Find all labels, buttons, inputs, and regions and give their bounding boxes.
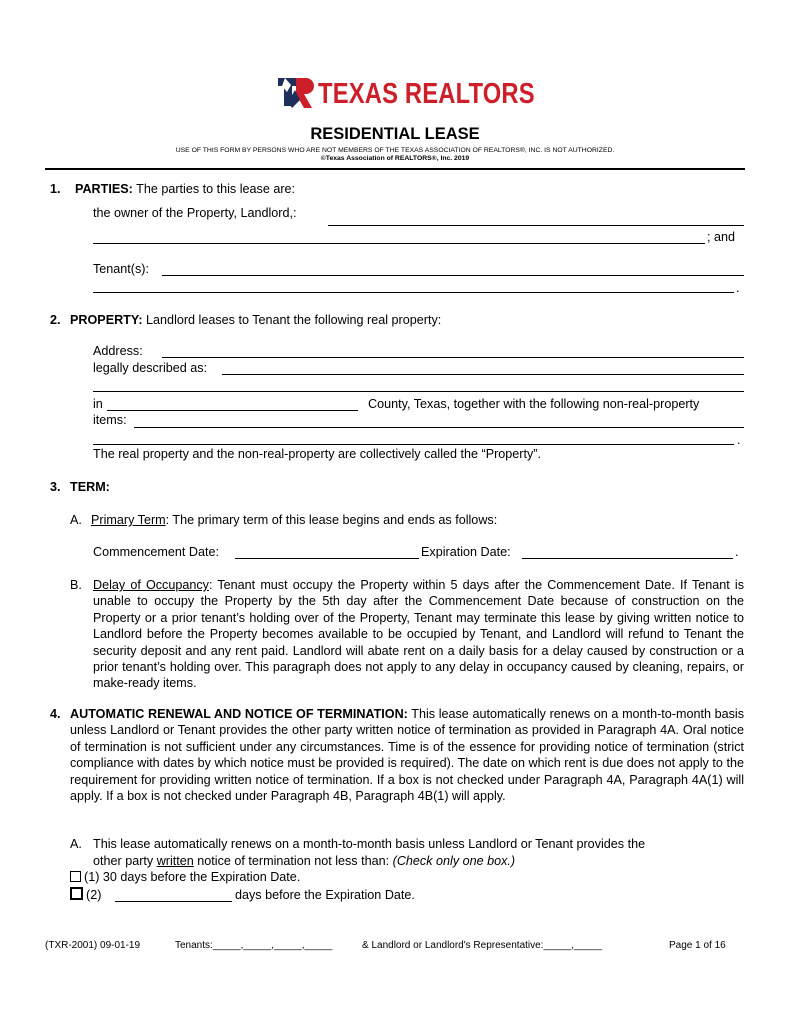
renewal-a-text-1: This lease automatically renews on a month-to-month basis unless Landlord or Tenant provides the	[93, 837, 646, 851]
renewal-paragraph	[70, 706, 744, 804]
parties-heading-line	[75, 181, 295, 197]
landlord-initials: & Landlord or Landlord's Representative:_____,_____	[362, 940, 602, 951]
option-2-suffix: days before the Expiration Date.	[235, 888, 415, 902]
landlord-name-field[interactable]	[328, 225, 744, 226]
address-field[interactable]	[162, 357, 744, 358]
section-number-term: 3.	[50, 480, 61, 494]
and-text: ; and	[707, 230, 736, 244]
property-heading: PROPERTY:	[70, 313, 143, 327]
delay-of-occupancy-title: Delay of Occupancy	[93, 578, 209, 592]
tenants-initials: Tenants:_____,_____,_____,_____	[175, 940, 333, 951]
term-a-line	[91, 512, 497, 528]
usage-disclaimer: USE OF THIS FORM BY PERSONS WHO ARE NOT MEMBERS OF THE TEXAS ASSOCIATION OF REALTORS®, INC. IS NOT AUTHORIZED.	[175, 147, 615, 154]
items-label: items:	[93, 413, 127, 427]
section-number-parties: 1.	[50, 182, 61, 196]
expiration-date-field[interactable]	[522, 558, 733, 559]
renewal-heading: AUTOMATIC RENEWAL AND NOTICE OF TERMINATION:	[70, 707, 408, 721]
section-number-property: 2.	[50, 313, 61, 327]
header-divider	[45, 168, 745, 170]
renewal-a-text-2c: notice of termination not less than:	[193, 854, 393, 868]
renewal-a-line-2	[93, 853, 515, 869]
tenants-name-field-2[interactable]	[93, 292, 734, 293]
county-text: County, Texas, together with the following non-real-property	[368, 397, 700, 411]
property-intro: Landlord leases to Tenant the following real property:	[146, 313, 442, 327]
commencement-date-field[interactable]	[235, 558, 419, 559]
property-collective-text: The real property and the non-real-property are collectively called the “Property”.	[93, 447, 541, 461]
form-id: (TXR-2001) 09-01-19	[45, 940, 141, 951]
tenants-name-field[interactable]	[162, 275, 744, 276]
tenants-label: Tenant(s):	[93, 262, 149, 276]
option-2-days-field[interactable]	[115, 901, 232, 902]
page-number: Page 1 of 16	[669, 940, 726, 951]
expiration-label: Expiration Date:	[421, 545, 511, 559]
renewal-text: This lease automatically renews on a month-to-month basis unless Landlord or Tenant provides the other party written notice of termination as provided in Paragraph 4A. Oral notice of termination is not sufficient under any circumstances. Time is of the essence for providing notice of termination (strict compliance with dates by which notice must be provided is required). The date on which rent is due does not apply to the requirement for providing written notice of termination. If a box is not checked under Paragraph 4A, Paragraph 4A(1) will apply. If a box is not checked under Paragraph 4B, Paragraph 4B(1) will apply.	[70, 707, 744, 804]
primary-term-title: Primary Term	[91, 513, 166, 527]
term-a-letter: A.	[70, 513, 82, 527]
option-2-row	[70, 887, 101, 903]
term-b-letter: B.	[70, 578, 82, 592]
items-field-2[interactable]	[93, 444, 734, 445]
delay-of-occupancy-text: : Tenant must occupy the Property within 5 days after the Commencement Date. If Tenant is unable to occupy the Property by the 5th day after the Commencement Date because of construction on the Property or a prior tenant’s holding over of the Property, Tenant may terminate this lease by giving written notice to Landlord before the Property becomes available to be occupied by Tenant, and Landlord will refund to Tenant the security deposit and any rent paid. Landlord will abate rent on a daily basis for a delay caused by construction or a prior tenant’s holding over. This paragraph does not apply to any delay in occupancy caused by cleaning, repairs, or make-ready items.	[93, 578, 744, 691]
option-1-label: (1) 30 days before the Expiration Date.	[84, 870, 301, 884]
term-heading: TERM:	[70, 480, 110, 494]
option-2-checkbox[interactable]	[70, 887, 83, 900]
renewal-a-letter: A.	[70, 837, 82, 851]
copyright-notice: ©Texas Association of REALTORS®, Inc. 2019	[320, 155, 470, 162]
option-1-row	[70, 869, 300, 885]
document-title: RESIDENTIAL LEASE	[310, 125, 480, 143]
county-field[interactable]	[107, 410, 358, 411]
in-label: in	[93, 397, 103, 411]
section-number-renewal: 4.	[50, 707, 61, 721]
tenants-period: .	[736, 281, 740, 295]
option-2-prefix: (2)	[86, 888, 102, 902]
landlord-name-field-2[interactable]	[93, 243, 705, 244]
legal-description-field-2[interactable]	[93, 391, 744, 392]
landlord-label: the owner of the Property, Landlord,:	[93, 206, 297, 220]
parties-intro: The parties to this lease are:	[136, 182, 296, 196]
property-heading-line	[70, 312, 441, 328]
expiration-period: .	[735, 545, 739, 559]
delay-of-occupancy-paragraph	[93, 577, 744, 692]
parties-heading: PARTIES:	[75, 182, 133, 196]
logo-wordmark: TEXAS REALTORS	[318, 78, 535, 110]
primary-term-text: : The primary term of this lease begins and ends as follows:	[165, 513, 498, 527]
address-label: Address:	[93, 344, 143, 358]
renewal-a-text-2a: other party	[93, 854, 157, 868]
texas-realtors-logo-mark-icon	[278, 76, 316, 110]
commencement-label: Commencement Date:	[93, 545, 219, 559]
legal-description-label: legally described as:	[93, 361, 208, 375]
option-1-checkbox[interactable]	[70, 871, 81, 882]
renewal-a-written: written	[156, 854, 194, 868]
legal-description-field[interactable]	[222, 374, 744, 375]
check-one-instruction: (Check only one box.)	[392, 854, 516, 868]
items-field[interactable]	[134, 427, 744, 428]
items-period: .	[737, 433, 741, 447]
